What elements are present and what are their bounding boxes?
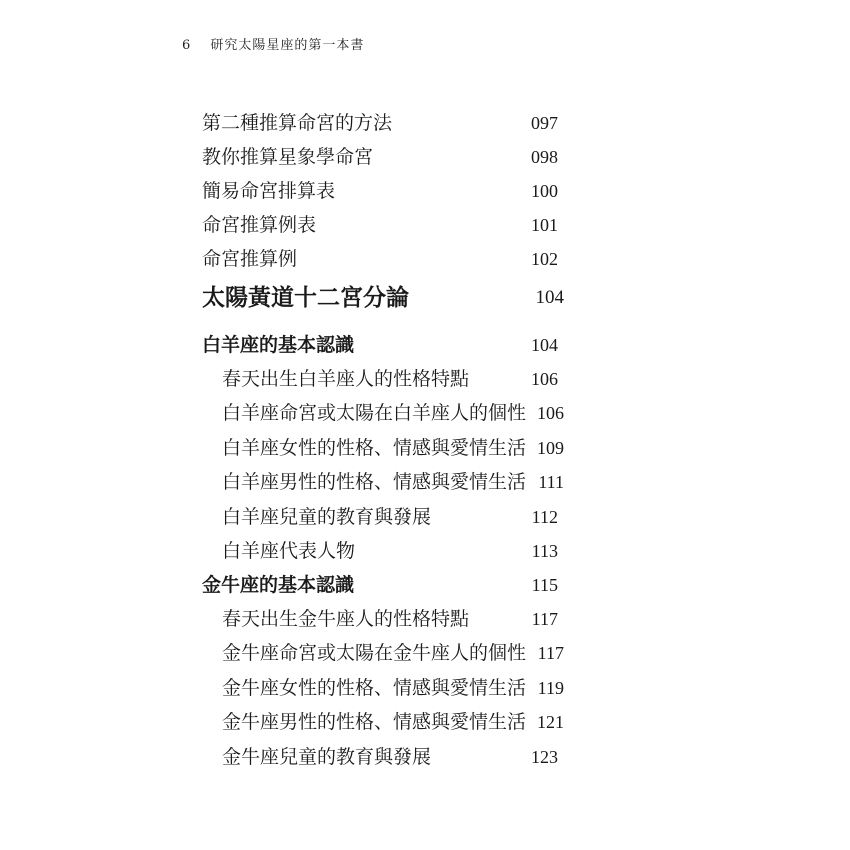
toc-subentry-title: 白羊座男性的性格、情感與愛情生活 (222, 471, 527, 493)
toc-subentry-title: 金牛座女性的性格、情感與愛情生活 (222, 677, 527, 699)
toc-subentry-page: 119 (537, 678, 564, 698)
toc-subentry[interactable] (202, 467, 564, 497)
toc-subentry-title: 金牛座男性的性格、情感與愛情生活 (222, 711, 527, 733)
toc-subentry-title: 白羊座女性的性格、情感與愛情生活 (222, 437, 527, 459)
toc-subentry-page: 112 (531, 507, 558, 527)
toc-subentry-title: 白羊座代表人物 (222, 540, 356, 562)
page-number: 6 (182, 38, 192, 53)
toc-subentry-title: 白羊座兒童的教育與發展 (222, 506, 432, 528)
toc-subentry[interactable] (202, 364, 564, 394)
toc-subentry-page: 117 (537, 643, 564, 663)
toc-subentry[interactable] (202, 742, 564, 772)
toc-section-heading[interactable] (202, 570, 564, 600)
toc-entry-page: 100 (531, 181, 558, 201)
toc-entry[interactable] (202, 142, 564, 172)
toc-subentry[interactable] (202, 536, 564, 566)
toc-subentry-page: 123 (531, 747, 558, 767)
toc-entry[interactable] (202, 108, 564, 138)
toc-subentry[interactable] (202, 707, 564, 737)
toc-subentry-title: 白羊座命宮或太陽在白羊座人的個性 (222, 402, 527, 424)
toc-entry-title: 命宮推算例 (202, 248, 298, 270)
toc-entry[interactable] (202, 244, 564, 274)
toc-subentry[interactable] (202, 433, 564, 463)
toc-subentry-page: 121 (537, 712, 564, 732)
toc-subentry-page: 117 (531, 609, 558, 629)
toc-subentry[interactable] (202, 398, 564, 428)
toc-subentry-title: 春天出生金牛座人的性格特點 (222, 608, 470, 630)
toc-chapter-title: 太陽黃道十二宮分論 (202, 285, 409, 311)
toc-entry-title: 第二種推算命宮的方法 (202, 112, 393, 134)
toc-subentry-page: 106 (531, 369, 558, 389)
toc-subentry-page: 113 (531, 541, 558, 561)
toc-subentry[interactable] (202, 638, 564, 668)
toc-section-page: 104 (531, 335, 558, 355)
toc-chapter-heading[interactable] (202, 283, 564, 313)
toc-section-page: 115 (531, 575, 558, 595)
toc-entry-page: 097 (531, 113, 558, 133)
toc-entry-title: 教你推算星象學命宮 (202, 146, 374, 168)
toc-subentry[interactable] (202, 604, 564, 634)
toc-subentry[interactable] (202, 502, 564, 532)
toc-subentry-title: 春天出生白羊座人的性格特點 (222, 368, 470, 390)
toc-entry[interactable] (202, 210, 564, 240)
toc-entry[interactable] (202, 176, 564, 206)
toc-entry-page: 101 (531, 215, 558, 235)
toc-section-title: 白羊座的基本認識 (202, 334, 355, 356)
toc-subentry[interactable] (202, 673, 564, 703)
toc-subentry-page: 106 (537, 403, 564, 423)
toc-entry-title: 簡易命宮排算表 (202, 180, 336, 202)
toc-entry-title: 命宮推算例表 (202, 214, 317, 236)
toc-entry-page: 098 (531, 147, 558, 167)
book-title: 研究太陽星座的第一本書 (210, 38, 365, 53)
toc-subentry-page: 109 (537, 438, 564, 458)
toc-chapter-page: 104 (535, 287, 564, 308)
toc-subentry-page: 111 (538, 472, 564, 492)
toc-subentry-title: 金牛座命宮或太陽在金牛座人的個性 (222, 642, 527, 664)
toc-entry-page: 102 (531, 249, 558, 269)
toc-subentry-title: 金牛座兒童的教育與發展 (222, 746, 432, 768)
toc-section-title: 金牛座的基本認識 (202, 574, 355, 596)
toc-section-heading[interactable] (202, 330, 564, 360)
